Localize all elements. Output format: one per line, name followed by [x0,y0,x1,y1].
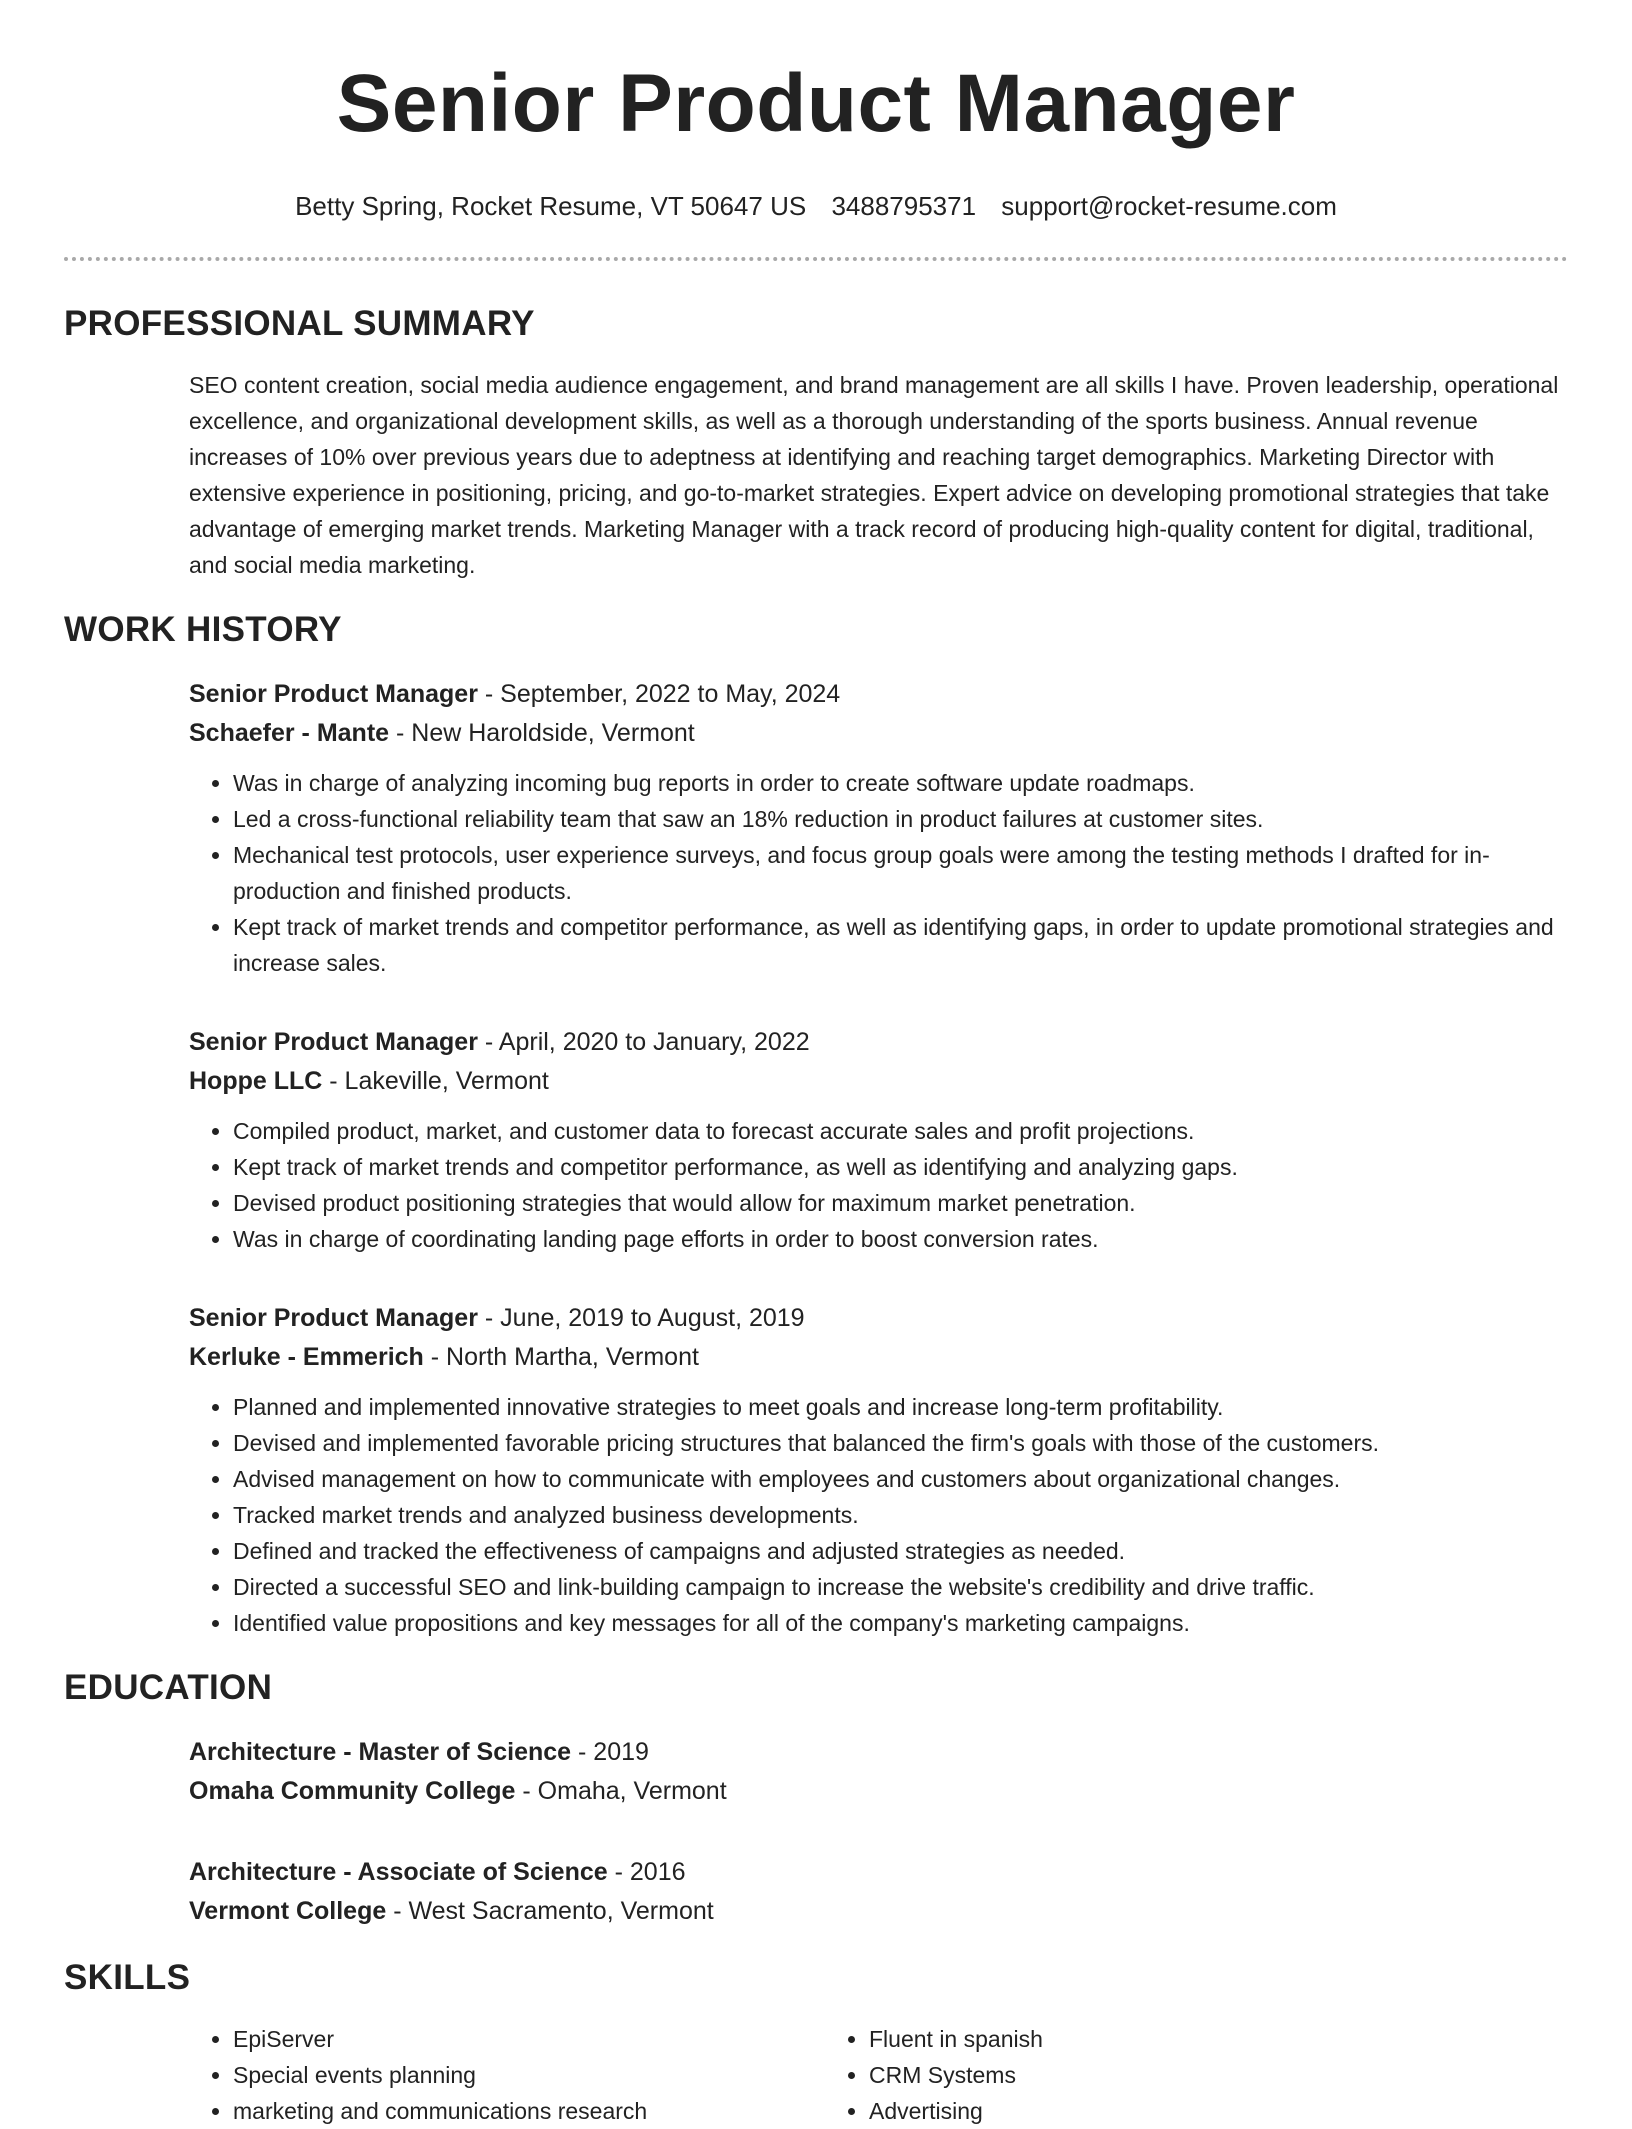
job-dates: - April, 2020 to January, 2022 [477,1028,810,1056]
work-history-section [64,609,1568,1641]
school-location: - West Sacramento, Vermont [386,1897,714,1925]
skills-column-right [825,2021,1461,2129]
summary-text: SEO content creation, social media audience engagement, and brand management are all skills I have. Proven leadership, operational excellence, and organizational development skills, as well as a thorough understanding of the sports business. Annual revenue increases of 10% over previous years due to adeptness at identifying and reaching target demographics. Marketing Director with extensive experience in positioning, pricing, and go-to-market strategies. Expert advice on developing promotional strategies that take advantage of emerging market trends. Marketing Manager with a track record of producing high-quality content for digital, traditional, and social media marketing. [189,372,1559,578]
list-item: • Was in charge of coordinating landing page efforts in order to boost conversion rates. [233,1221,1568,1257]
school-location: - Omaha, Vermont [515,1777,727,1805]
degree-year: - 2016 [607,1858,686,1886]
job-location: - North Martha, Vermont [423,1343,699,1371]
list-item: • Compiled product, market, and customer data to forecast accurate sales and profit projections. [233,1113,1568,1149]
school-name: Omaha Community College [189,1777,516,1805]
job-bullets [189,1389,1568,1641]
job-entry [189,1023,1568,1257]
degree-year: - 2019 [571,1738,649,1766]
education-entry [189,1733,1568,1811]
skill-item: • Advertising [869,2093,1461,2129]
header-divider [64,257,1568,261]
list-item: • Devised and implemented favorable pricing structures that balanced the firm's goals with those of the customers. [233,1425,1568,1461]
skill-item: • Special events planning [233,2057,825,2093]
list-item: • Directed a successful SEO and link-building campaign to increase the website's credibility and drive traffic. [233,1569,1568,1605]
job-entry [189,1299,1568,1641]
contact-address: Betty Spring, Rocket Resume, VT 50647 US [295,191,807,221]
skills-heading: SKILLS [64,1958,191,1997]
job-company: Hoppe LLC [189,1067,323,1095]
degree-line [189,1733,1568,1772]
job-bullets [189,765,1568,981]
skill-item: • Fluent in spanish [869,2021,1461,2057]
job-title-line [189,1299,1568,1338]
summary-heading: PROFESSIONAL SUMMARY [64,304,535,343]
job-entry [189,675,1568,981]
contact-phone[interactable]: 3488795371 [831,191,977,221]
job-company: Kerluke - Emmerich [189,1343,424,1371]
skills-column-left [189,2021,825,2129]
job-bullets [189,1113,1568,1257]
degree-line [189,1853,1568,1892]
job-title-line [189,1023,1568,1062]
job-company-line [189,1062,1568,1101]
list-item: • Was in charge of analyzing incoming bug reports in order to create software update roadmaps. [233,765,1568,801]
job-company: Schaefer - Mante [189,719,390,747]
skill-item: • CRM Systems [869,2057,1461,2093]
contact-line [64,190,1568,222]
job-company-line [189,714,1568,753]
job-role: Senior Product Manager [189,1304,478,1332]
degree-name: Architecture - Associate of Science [189,1858,608,1886]
list-item: • Kept track of market trends and competitor performance, as well as identifying and analyzing gaps. [233,1149,1568,1185]
school-name: Vermont College [189,1897,387,1925]
skills-section [64,1957,1568,2129]
job-dates: - June, 2019 to August, 2019 [477,1304,805,1332]
work-history-heading: WORK HISTORY [64,610,342,649]
job-location: - Lakeville, Vermont [322,1067,549,1095]
school-line [189,1772,1568,1811]
education-section [64,1667,1568,1931]
school-line [189,1892,1568,1931]
resume-page [64,0,1568,2129]
skill-item: • EpiServer [233,2021,825,2057]
list-item: • Advised management on how to communicate with employees and customers about organizational changes. [233,1461,1568,1497]
list-item: • Defined and tracked the effectiveness of campaigns and adjusted strategies as needed. [233,1533,1568,1569]
resume-title: Senior Product Manager [336,58,1296,149]
job-role: Senior Product Manager [189,1028,478,1056]
list-item: • Tracked market trends and analyzed business developments. [233,1497,1568,1533]
skills-grid [189,2021,1568,2129]
job-company-line [189,1338,1568,1377]
job-role: Senior Product Manager [189,680,478,708]
list-item: • Devised product positioning strategies that would allow for maximum market penetration. [233,1185,1568,1221]
list-item: • Mechanical test protocols, user experience surveys, and focus group goals were among the testing methods I drafted for in-production and finished products. [233,837,1568,909]
job-location: - New Haroldside, Vermont [389,719,695,747]
education-heading: EDUCATION [64,1668,273,1707]
contact-email[interactable]: support@rocket-resume.com [1001,191,1337,221]
list-item: • Identified value propositions and key messages for all of the company's marketing campaigns. [233,1605,1568,1641]
list-item: • Planned and implemented innovative strategies to meet goals and increase long-term profitability. [233,1389,1568,1425]
degree-name: Architecture - Master of Science [189,1738,572,1766]
summary-section [64,303,1568,583]
job-title-line [189,675,1568,714]
list-item: • Kept track of market trends and competitor performance, as well as identifying gaps, in order to update promotional strategies and increase sales. [233,909,1568,981]
skill-item: • marketing and communications research [233,2093,825,2129]
education-entry [189,1853,1568,1931]
job-dates: - September, 2022 to May, 2024 [477,680,841,708]
list-item: • Led a cross-functional reliability team that saw an 18% reduction in product failures at customer sites. [233,801,1568,837]
